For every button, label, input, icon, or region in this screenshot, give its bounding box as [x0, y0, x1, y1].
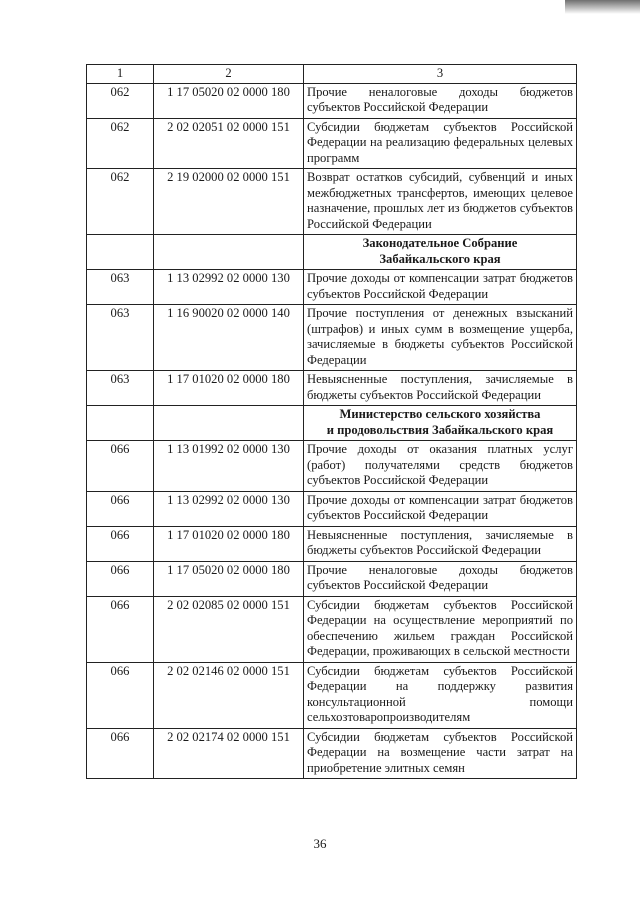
table-row — [87, 526, 577, 561]
section-empty-cell — [87, 235, 154, 270]
section-empty-cell — [154, 406, 304, 441]
section-title-line: Законодательное Собрание — [362, 236, 518, 250]
admin-code-cell: 063 — [87, 305, 154, 371]
admin-code-cell: 063 — [87, 270, 154, 305]
revenue-description-cell: Прочие неналоговые доходы бюджетов субъектов Российской Федерации — [304, 83, 577, 118]
revenue-description-cell: Прочие неналоговые доходы бюджетов субъектов Российской Федерации — [304, 561, 577, 596]
section-title-line: Забайкальского края — [379, 251, 501, 266]
section-title — [304, 235, 577, 270]
table-row — [87, 270, 577, 305]
admin-code-cell: 062 — [87, 169, 154, 235]
section-empty-cell — [154, 235, 304, 270]
revenue-description-cell: Возврат остатков субсидий, субвенций и иных межбюджетных трансфертов, имеющих целевое назначение, прошлых лет из бюджетов субъектов Российской Федерации — [304, 169, 577, 235]
table-row — [87, 561, 577, 596]
admin-code-cell: 062 — [87, 83, 154, 118]
revenue-description-cell: Невыясненные поступления, зачисляемые в бюджеты субъектов Российской Федерации — [304, 371, 577, 406]
admin-code-cell: 063 — [87, 371, 154, 406]
budget-class-code-cell: 1 17 01020 02 0000 180 — [154, 371, 304, 406]
section-title-line: и продовольствия Забайкальского края — [326, 422, 554, 437]
scan-edge-mark — [565, 0, 640, 14]
revenue-description-cell: Субсидии бюджетам субъектов Российской Федерации на возмещение части затрат на приобретение элитных семян — [304, 728, 577, 779]
admin-code-cell: 066 — [87, 441, 154, 492]
revenue-description-cell: Субсидии бюджетам субъектов Российской Федерации на осуществление мероприятий по обеспечению жильем граждан Российской Федерации, проживающих в сельской местности — [304, 596, 577, 662]
admin-code-cell: 066 — [87, 596, 154, 662]
table-row — [87, 83, 577, 118]
table-row — [87, 662, 577, 728]
table-row — [87, 596, 577, 662]
admin-code-cell: 066 — [87, 561, 154, 596]
admin-code-cell: 066 — [87, 728, 154, 779]
budget-class-code-cell: 1 17 01020 02 0000 180 — [154, 526, 304, 561]
budget-class-code-cell: 1 17 05020 02 0000 180 — [154, 83, 304, 118]
budget-class-code-cell: 2 02 02174 02 0000 151 — [154, 728, 304, 779]
budget-class-code-cell: 1 17 05020 02 0000 180 — [154, 561, 304, 596]
section-title — [304, 406, 577, 441]
revenue-description-cell: Прочие доходы от компенсации затрат бюджетов субъектов Российской Федерации — [304, 270, 577, 305]
section-empty-cell — [87, 406, 154, 441]
budget-class-code-cell: 2 02 02085 02 0000 151 — [154, 596, 304, 662]
budget-class-code-cell: 2 19 02000 02 0000 151 — [154, 169, 304, 235]
header-col-1: 1 — [87, 65, 154, 84]
table-row — [87, 169, 577, 235]
revenue-description-cell: Субсидии бюджетам субъектов Российской Федерации на реализацию федеральных целевых программ — [304, 118, 577, 169]
revenue-codes-table — [86, 64, 577, 779]
budget-class-code-cell: 2 02 02051 02 0000 151 — [154, 118, 304, 169]
section-title-line: Министерство сельского хозяйства — [339, 407, 541, 421]
budget-class-code-cell: 2 02 02146 02 0000 151 — [154, 662, 304, 728]
header-col-2: 2 — [154, 65, 304, 84]
revenue-description-cell: Прочие доходы от оказания платных услуг (работ) получателями средств бюджетов субъектов Российской Федерации — [304, 441, 577, 492]
section-header-row — [87, 235, 577, 270]
page-number: 36 — [313, 836, 327, 851]
table-row — [87, 305, 577, 371]
revenue-description-cell: Прочие доходы от компенсации затрат бюджетов субъектов Российской Федерации — [304, 491, 577, 526]
budget-class-code-cell: 1 13 02992 02 0000 130 — [154, 491, 304, 526]
revenue-description-cell: Субсидии бюджетам субъектов Российской Федерации на поддержку развития консультационной помощи сельхозтоваропроизводителям — [304, 662, 577, 728]
admin-code-cell: 066 — [87, 491, 154, 526]
table-header-row — [87, 65, 577, 84]
admin-code-cell: 066 — [87, 526, 154, 561]
table-row — [87, 118, 577, 169]
revenue-description-cell: Невыясненные поступления, зачисляемые в бюджеты субъектов Российской Федерации — [304, 526, 577, 561]
budget-class-code-cell: 1 16 90020 02 0000 140 — [154, 305, 304, 371]
table-row — [87, 728, 577, 779]
header-col-3: 3 — [304, 65, 577, 84]
table-row — [87, 441, 577, 492]
admin-code-cell: 062 — [87, 118, 154, 169]
admin-code-cell: 066 — [87, 662, 154, 728]
budget-class-code-cell: 1 13 01992 02 0000 130 — [154, 441, 304, 492]
table-row — [87, 491, 577, 526]
revenue-description-cell: Прочие поступления от денежных взысканий (штрафов) и иных сумм в возмещение ущерба, зачисляемые в бюджеты субъектов Российской Федерации — [304, 305, 577, 371]
budget-class-code-cell: 1 13 02992 02 0000 130 — [154, 270, 304, 305]
section-header-row — [87, 406, 577, 441]
table-row — [87, 371, 577, 406]
